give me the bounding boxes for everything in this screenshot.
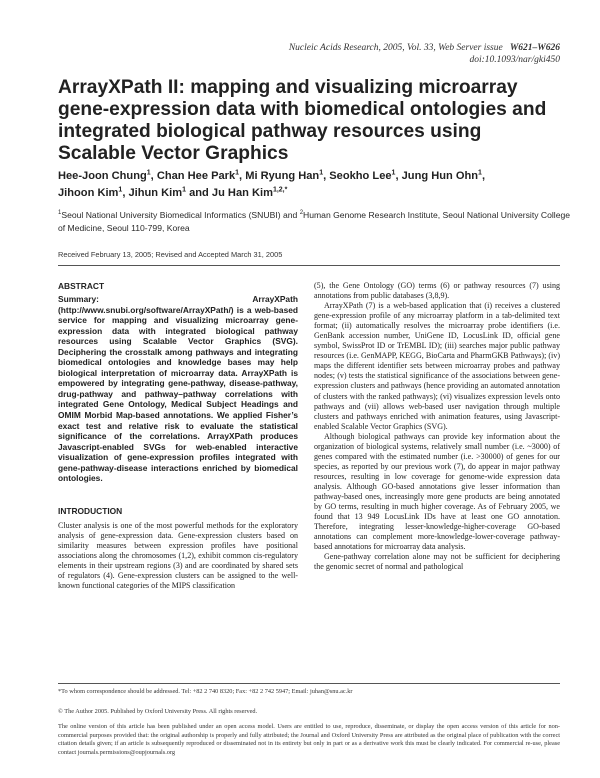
author-affiliation-marker: 1,2,* (272, 186, 288, 194)
author-list: Hee-Joon Chung$^1$, Chan Hee Park$^1$, Mi Ryung Han$^1$, Seokho Lee$^1$, Jung Hun Ohn$^1$, Jihoon Kim$^1$, Jihun Kim$^1$ and Ju Han Kim$^{1,2,*}$ (58, 169, 486, 199)
introduction-text: Cluster analysis is one of the most powerful methods for the exploratory analysis of gene-expression data. Gene-expression clusters based on similarity measures between expression profiles have positional associations along the chromosomes (1,2), exhibit common cis-regulatory elements in their upstream regions (3) and are coordinated by shared sets of regulators (4). Gene-expression clusters can be assigned to the well-known functional categories of the MIPS classification (58, 520, 298, 591)
left-column (58, 281, 298, 591)
affiliation-1: Seoul National University Biomedical Informatics (SNUBI) and (61, 210, 300, 220)
paragraph: Although biological pathways can provide key information about the organization of biological systems, relatively small number (i.e. ~3000) of genes compared with the estimated number (i.e. >30000) of genes for our species, as reported by our previous work (7), do appear in major pathway resources, resulting in low coverage for genome-wide expression data analysis. Although GO-based annotations give lesser information than pathway-based ones, increasingly more gene products are being annotated by GO terms, resulting in much higher coverage. As of February 2005, we found that 13 949 LocusLink IDs have at least one GO annotation. Therefore, integrating lesser-knowledge-higher-coverage GO-based annotations can complement more-knowledge-lower-coverage pathway-based annotations for microarray data analysis. (314, 431, 560, 552)
abstract-heading: ABSTRACT (58, 281, 105, 291)
license-note: The online version of this article has been published under an open access model. Users are entitled to use, reproduce, disseminate, or display the open access version of this article for non-commercial purposes provided that: the original authorship is properly and fully attributed; the Journal and Oxford University Press are attributed as the original place of publication with the correct citation details given; if an article is subsequently reproduced or disseminated not in its entirety but only in part or as a derivative work this must be clearly indicated. For commercial re-use, please contact journals.permissions@oupjournals.org (58, 723, 560, 756)
author-affiliation-marker: 1 (146, 169, 151, 177)
author-affiliation-marker: 1 (182, 186, 187, 194)
paper-title: ArrayXPath II: mapping and visualizing microarray gene-expression data with biomedical ontologies and integrated biological pathway resources using Scalable Vector Graphics (58, 77, 547, 164)
divider-top (58, 265, 560, 266)
author: Seokho Lee (329, 170, 392, 182)
author: Jung Hun Ohn (401, 170, 479, 182)
introduction-heading: INTRODUCTION (58, 505, 123, 516)
divider-footnotes (58, 683, 560, 684)
paragraph: ArrayXPath (7) is a web-based application that (i) receives a clustered gene-expression profile of any microarray platform in a tab-delimited text format; (ii) automatically resolves the microarray probe identifiers (i.e. GenBank accession number, UniGene ID, LocusLink ID, official gene symbol, SwissProt ID or TrEMBL ID); (iii) searches major public pathway resources (i.e. GenMAPP, KEGG, BioCarta and PharmGKB Pathways); (iv) maps the different identifier sets between microarray probes and pathway nodes; (v) tests the statistical significance of the associations between gene-expression clusters and pathways (hence providing an automated annotation of clusters with the ranked pathways); (vi) visualizes expression levels onto pathways and (vii) allows web-based user navigation through multiple clusters and pathways enriched with animation features, using Javascript-enabled Scalable Vector Graphics (SVG). (314, 301, 560, 431)
author: Mi Ryung Han (245, 170, 320, 182)
affiliations (58, 209, 578, 234)
author-affiliation-marker: 1 (235, 169, 240, 177)
paragraph: Gene-pathway correlation alone may not be sufficient for deciphering the genomic secret of normal and pathological (314, 552, 560, 572)
right-column (314, 281, 560, 572)
journal-citation: Nucleic Acids Research, 2005, Vol. 33, Web Server issue (288, 43, 503, 53)
doi: doi:10.1093/nar/gki450 (469, 55, 560, 65)
correspondence-note: *To whom correspondence should be addressed. Tel: +82 2 740 8320; Fax: +82 2 742 5947; Email: juhan@snu.ac.kr (58, 688, 353, 695)
author-affiliation-marker: 1 (478, 169, 482, 177)
page-range: W621–W626 (509, 43, 560, 53)
journal-header (289, 42, 560, 66)
affiliation-number: 2 (299, 210, 304, 217)
author: Jihun Kim (128, 187, 183, 199)
affiliation-2: Human Genome Research Institute, Seoul National University College of Medicine, Seoul 110-799, Korea (58, 210, 571, 233)
copyright-note: © The Author 2005. Published by Oxford University Press. All rights reserved. (58, 708, 258, 715)
author: Ju Han Kim (211, 187, 273, 199)
author: Hee-Joon Chung (58, 170, 147, 182)
received-dates: Received February 13, 2005; Revised and Accepted March 31, 2005 (58, 250, 283, 259)
author-affiliation-marker: 1 (391, 169, 396, 177)
affiliation-number: 1 (58, 210, 62, 217)
author: Jihoon Kim (58, 187, 119, 199)
author-affiliation-marker: 1 (319, 169, 324, 177)
author-affiliation-marker: 1 (118, 186, 123, 194)
author: Chan Hee Park (156, 170, 236, 182)
abstract-text: Summary: ArrayXPath (http://www.snubi.org/software/ArrayXPath/) is a web-based service for mapping and visualizing microarray gene-expression data with integrated biological pathway resources using Scalable Vector Graphics (SVG). Deciphering the crosstalk among pathways and integrating biomedical ontologies and knowledge bases may help biological interpretation of microarray data. ArrayXPath is empowered by integrating gene-pathway, disease-pathway, drug-pathway and pathway–pathway correlations with integrated Gene Ontology, Medical Subject Headings and OMIM Morbid Map-based annotations. We applied Fisher’s exact test and relative risk to evaluate the statistical significance of the correlations. ArrayXPath produces Javascript-enabled SVGs for web-enabled interactive visualization of gene-expression profiles integrated with gene-pathway-disease interactions enriched by biomedical ontologies. (58, 294, 298, 484)
paragraph: (5), the Gene Ontology (GO) terms (6) or pathway resources (7) using annotations from public databases (3,8,9). (314, 281, 560, 301)
